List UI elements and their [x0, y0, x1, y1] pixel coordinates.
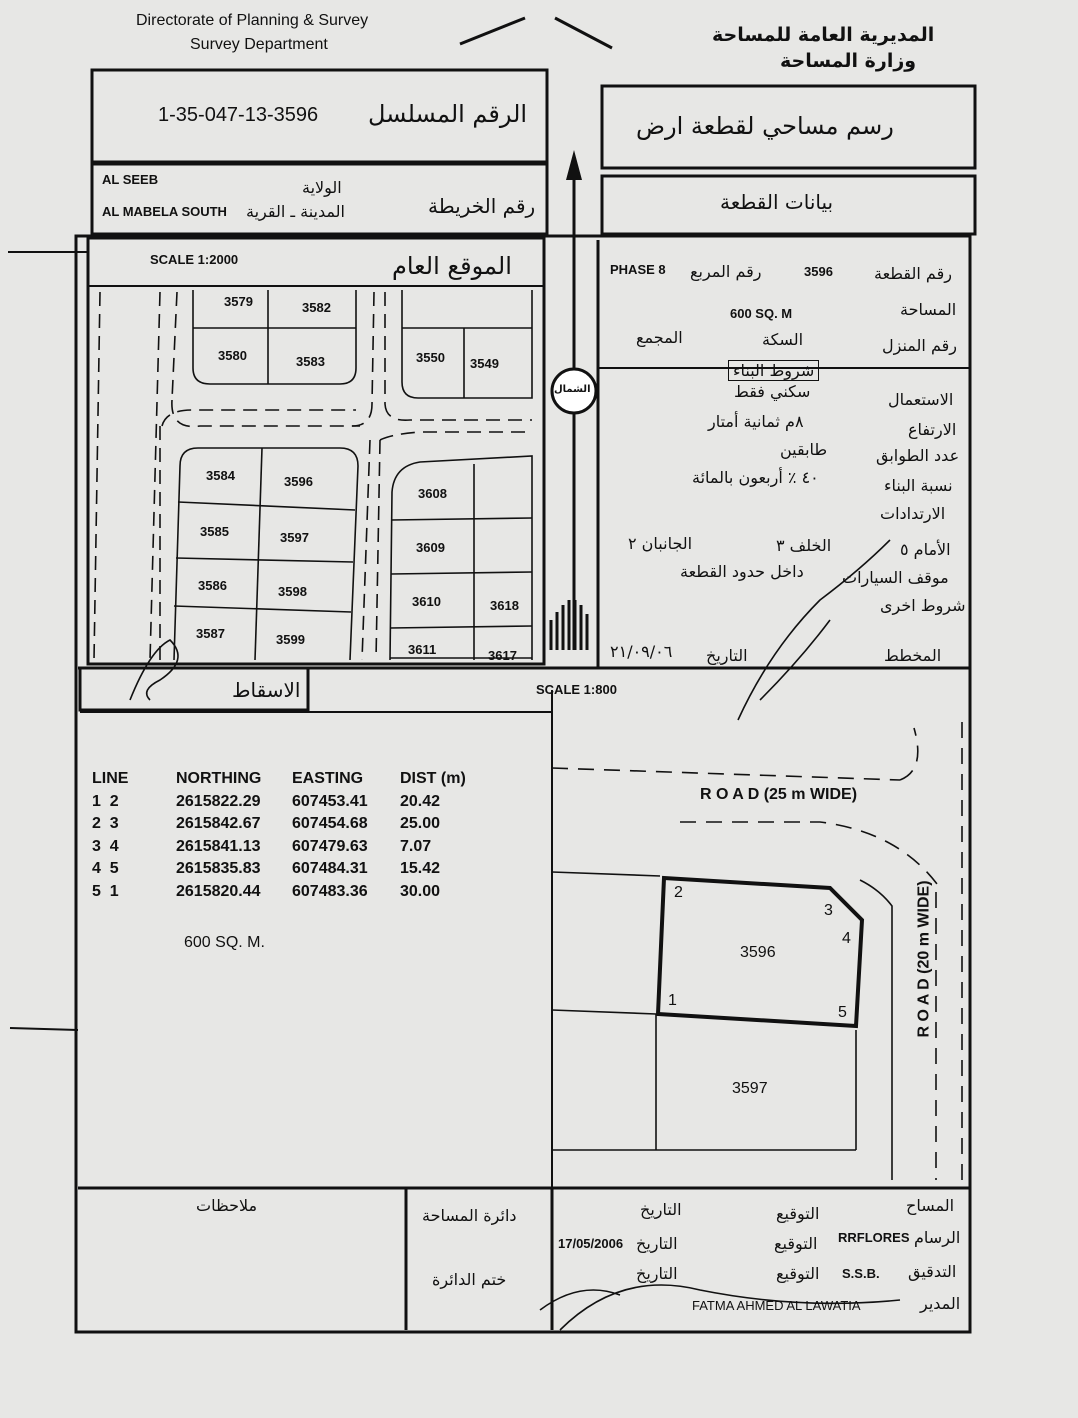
- height-value: ٨م ثمانية أمتار: [708, 412, 804, 431]
- vertex-label: 1: [668, 992, 677, 1009]
- location-map-title: الموقع العام: [392, 252, 512, 280]
- vertex-label: 2: [674, 884, 683, 901]
- drafter-date-label: التاريخ: [636, 1234, 678, 1253]
- north-label: الشمال: [554, 384, 591, 395]
- location-map-plot-number: 3580: [218, 348, 247, 363]
- parking-label: موقف السيارات: [842, 568, 949, 587]
- location-map-plot-number: 3585: [200, 524, 229, 539]
- cell-dist: 15.42: [400, 860, 441, 878]
- surveyor-signature-label: التوقيع: [776, 1204, 820, 1223]
- location-map-plot-number: 3550: [416, 350, 445, 365]
- directorate-heading: Directorate of Planning & Survey: [136, 12, 369, 29]
- village-value: AL MABELA SOUTH: [102, 204, 227, 219]
- lower-plot-number: 3597: [732, 1080, 768, 1097]
- ministry-heading-ar: المديرية العامة للمساحة: [712, 24, 935, 46]
- cell-northing: 2615822.29: [176, 792, 261, 810]
- road-top-label: R O A D (25 m WIDE): [700, 786, 858, 803]
- cell-dist: 30.00: [400, 882, 441, 900]
- table-row: [92, 881, 480, 904]
- cell-line: 1 2: [92, 792, 119, 810]
- location-map-plot-number: 3583: [296, 354, 325, 369]
- cell-easting: 607454.68: [292, 815, 368, 833]
- serial-number: 1-35-047-13-3596: [158, 104, 319, 126]
- house-number-label: رقم المنزل: [882, 336, 957, 355]
- cell-easting: 607484.31: [292, 860, 368, 878]
- street-label: السكة: [762, 330, 804, 349]
- wilaya-label: الولاية: [302, 178, 342, 197]
- square-value: PHASE 8: [610, 262, 666, 277]
- table-header-row: [92, 768, 480, 791]
- table-row: [92, 858, 480, 881]
- wilaya-value: AL SEEB: [102, 172, 159, 187]
- other-conditions-label: شروط اخرى: [880, 596, 966, 615]
- cell-line: 2 3: [92, 815, 119, 833]
- cell-line: 4 5: [92, 860, 119, 878]
- ministry-heading-ar-2: وزارة المساحة: [780, 50, 917, 72]
- coordinates-table: [92, 768, 480, 903]
- cell-northing: 2615841.13: [176, 837, 261, 855]
- surveyor-date-label: التاريخ: [640, 1200, 682, 1219]
- ratio-label: نسبة البناء: [884, 476, 953, 495]
- square-label: رقم المربع: [690, 262, 762, 281]
- checker-label: التدقيق: [908, 1262, 957, 1281]
- area-value: 600 SQ. M: [730, 306, 793, 321]
- surveyor-label: المساح: [906, 1196, 955, 1215]
- village-label: المدينة ـ القرية: [246, 202, 345, 221]
- usage-value: سكني فقط: [734, 382, 811, 401]
- location-map-plot-number: 3618: [490, 598, 519, 613]
- vertex-label: 5: [838, 1004, 847, 1021]
- notes-label: ملاحظات: [196, 1196, 258, 1215]
- cell-line: 3 4: [92, 837, 119, 855]
- cell-northing: 2615835.83: [176, 860, 261, 878]
- vertex-label: 3: [824, 902, 833, 919]
- cell-line: 5 1: [92, 882, 119, 900]
- location-map-scale: SCALE 1:2000: [150, 252, 239, 267]
- plan-date-value: ٢١/٠٩/٠٦: [610, 642, 673, 661]
- map-number-label: رقم الخريطة: [428, 194, 536, 218]
- drafter-name: RRFLORES: [838, 1230, 910, 1245]
- floors-label: عدد الطوابق: [876, 446, 960, 465]
- header-dist: DIST (m): [400, 770, 466, 788]
- cell-easting: 607453.41: [292, 792, 368, 810]
- ratio-value: ٤٠ ٪ أربعون بالمائة: [692, 468, 819, 487]
- plot-data-heading: بيانات القطعة: [720, 190, 834, 214]
- cell-northing: 2615820.44: [176, 882, 261, 900]
- cell-easting: 607483.36: [292, 882, 368, 900]
- drafter-label: الرسام: [914, 1228, 961, 1247]
- plot-number: 3596: [804, 264, 833, 279]
- header-northing: NORTHING: [176, 770, 262, 788]
- location-map-plot-number: 3584: [206, 468, 235, 483]
- cell-dist: 7.07: [400, 837, 432, 855]
- location-map-plot-number: 3579: [224, 294, 253, 309]
- location-map-plot-number: 3582: [302, 300, 331, 315]
- location-map-plot-number: 3587: [196, 626, 225, 641]
- location-map-plot-number: 3598: [278, 584, 307, 599]
- checker-name: S.S.B.: [842, 1266, 880, 1281]
- plan-date-label: التاريخ: [706, 646, 748, 665]
- setbacks-sides: الجانبان ٢: [628, 534, 693, 553]
- table-row: [92, 791, 480, 814]
- usage-label: الاستعمال: [888, 390, 954, 409]
- parking-value: داخل حدود القطعة: [680, 562, 804, 581]
- header-line: LINE: [92, 770, 129, 788]
- table-row: [92, 813, 480, 836]
- serial-label: الرقم المسلسل: [368, 100, 528, 128]
- department-heading: Survey Department: [190, 36, 328, 53]
- total-area: 600 SQ. M.: [184, 934, 265, 951]
- drafter-signature-label: التوقيع: [774, 1234, 818, 1253]
- floors-value: طابقين: [780, 440, 828, 459]
- location-map-plot-number: 3609: [416, 540, 445, 555]
- location-map-plot-number: 3596: [284, 474, 313, 489]
- location-map-plot-number: 3586: [198, 578, 227, 593]
- plot-number-label: رقم القطعة: [874, 264, 952, 283]
- plan-scale: SCALE 1:800: [536, 682, 617, 697]
- checker-signature-label: التوقيع: [776, 1264, 820, 1283]
- drafter-date: 17/05/2006: [558, 1236, 624, 1251]
- setbacks-front: الأمام ٥: [900, 540, 951, 559]
- road-right-label: R O A D (20 m WIDE): [915, 880, 933, 1038]
- setbacks-back: الخلف ٣: [776, 536, 832, 555]
- director-label: المدير: [920, 1294, 961, 1313]
- location-map-plot-number: 3599: [276, 632, 305, 647]
- survey-circle-label: دائرة المساحة: [422, 1206, 517, 1225]
- setbacks-label: الارتدادات: [880, 504, 946, 523]
- planner-label: المخطط: [884, 646, 942, 665]
- location-map-plot-number: 3597: [280, 530, 309, 545]
- location-map-plot-number: 3610: [412, 594, 441, 609]
- building-conditions-heading: شروط البناء: [728, 360, 819, 381]
- projection-label: الاسقاط: [232, 678, 301, 702]
- document-title: رسم مساحي لقطعة ارض: [636, 112, 894, 140]
- table-row: [92, 836, 480, 859]
- main-plot-number: 3596: [740, 944, 776, 961]
- header-easting: EASTING: [292, 770, 364, 788]
- director-name: FATMA AHMED AL LAWATIA: [692, 1298, 861, 1313]
- location-map-plot-number: 3549: [470, 356, 499, 371]
- cell-easting: 607479.63: [292, 837, 368, 855]
- checker-date-label: التاريخ: [636, 1264, 678, 1283]
- height-label: الارتفاع: [908, 420, 957, 439]
- complex-label: المجمع: [636, 328, 683, 347]
- circle-stamp-label: ختم الدائرة: [432, 1270, 507, 1289]
- location-map-plot-number: 3617: [488, 648, 517, 663]
- location-map-plot-number: 3608: [418, 486, 447, 501]
- location-map-plot-number: 3611: [408, 642, 437, 657]
- cell-dist: 20.42: [400, 792, 441, 810]
- area-label: المساحة: [900, 300, 957, 319]
- vertex-label: 4: [842, 930, 851, 947]
- cell-northing: 2615842.67: [176, 815, 261, 833]
- cell-dist: 25.00: [400, 815, 441, 833]
